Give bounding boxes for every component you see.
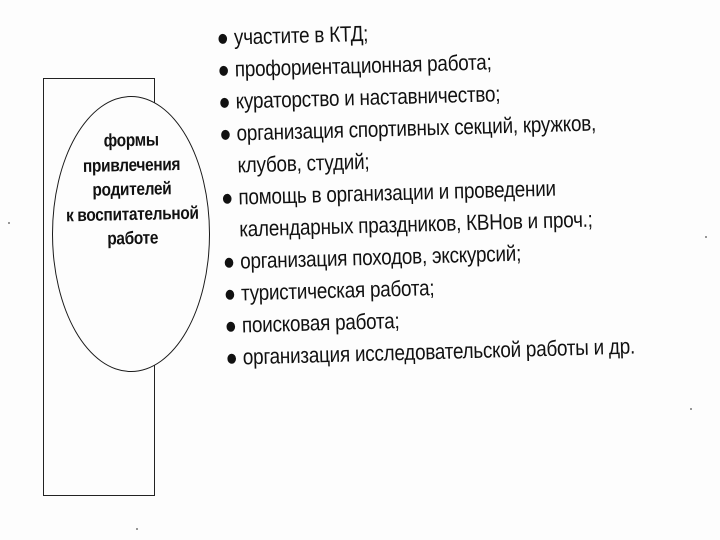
scan-speck [8,222,10,224]
list-item-text: кураторство и наставничество; [235,81,501,114]
list-item-text: профориентационная работа; [234,49,492,82]
forms-list [218,9,708,374]
list-item-text: организация спортивных секций, кружков, [236,110,597,146]
list-item-text: организация исследовательской работы и др. [242,333,636,370]
center-label-line: к воспитательной [65,202,199,225]
bullet-icon [221,130,230,140]
bullet-icon [226,322,235,332]
center-label-line: формы [103,129,159,151]
list-item-text: поисковая работа; [241,308,400,338]
bullet-icon [225,258,234,268]
center-label-line: работе [107,227,159,249]
bullet-icon [223,194,232,204]
bullet-icon [218,34,227,44]
center-label-line: привлечения [82,153,181,176]
center-label-line: родителей [92,178,172,200]
center-label [63,127,201,252]
list-item-text: участите в КТД; [233,20,369,50]
list-item-text-continued: клубов, студий; [237,148,370,178]
list-item-text: туристическая работа; [240,275,435,306]
bullet-icon [220,98,229,108]
list-item-text: организация походов, экскурсий; [239,240,522,274]
scan-speck [136,528,138,530]
bullet-icon [219,66,228,76]
list-item-text-continued: календарных праздников, КВНов и проч.; [238,206,593,242]
list-item [222,170,636,246]
bullet-icon [227,354,236,364]
list-item-text: помощь в организации и проведении [238,175,557,210]
scan-speck [705,236,707,238]
bullet-icon [225,290,234,300]
scan-speck [690,408,692,410]
list-item [221,106,635,182]
